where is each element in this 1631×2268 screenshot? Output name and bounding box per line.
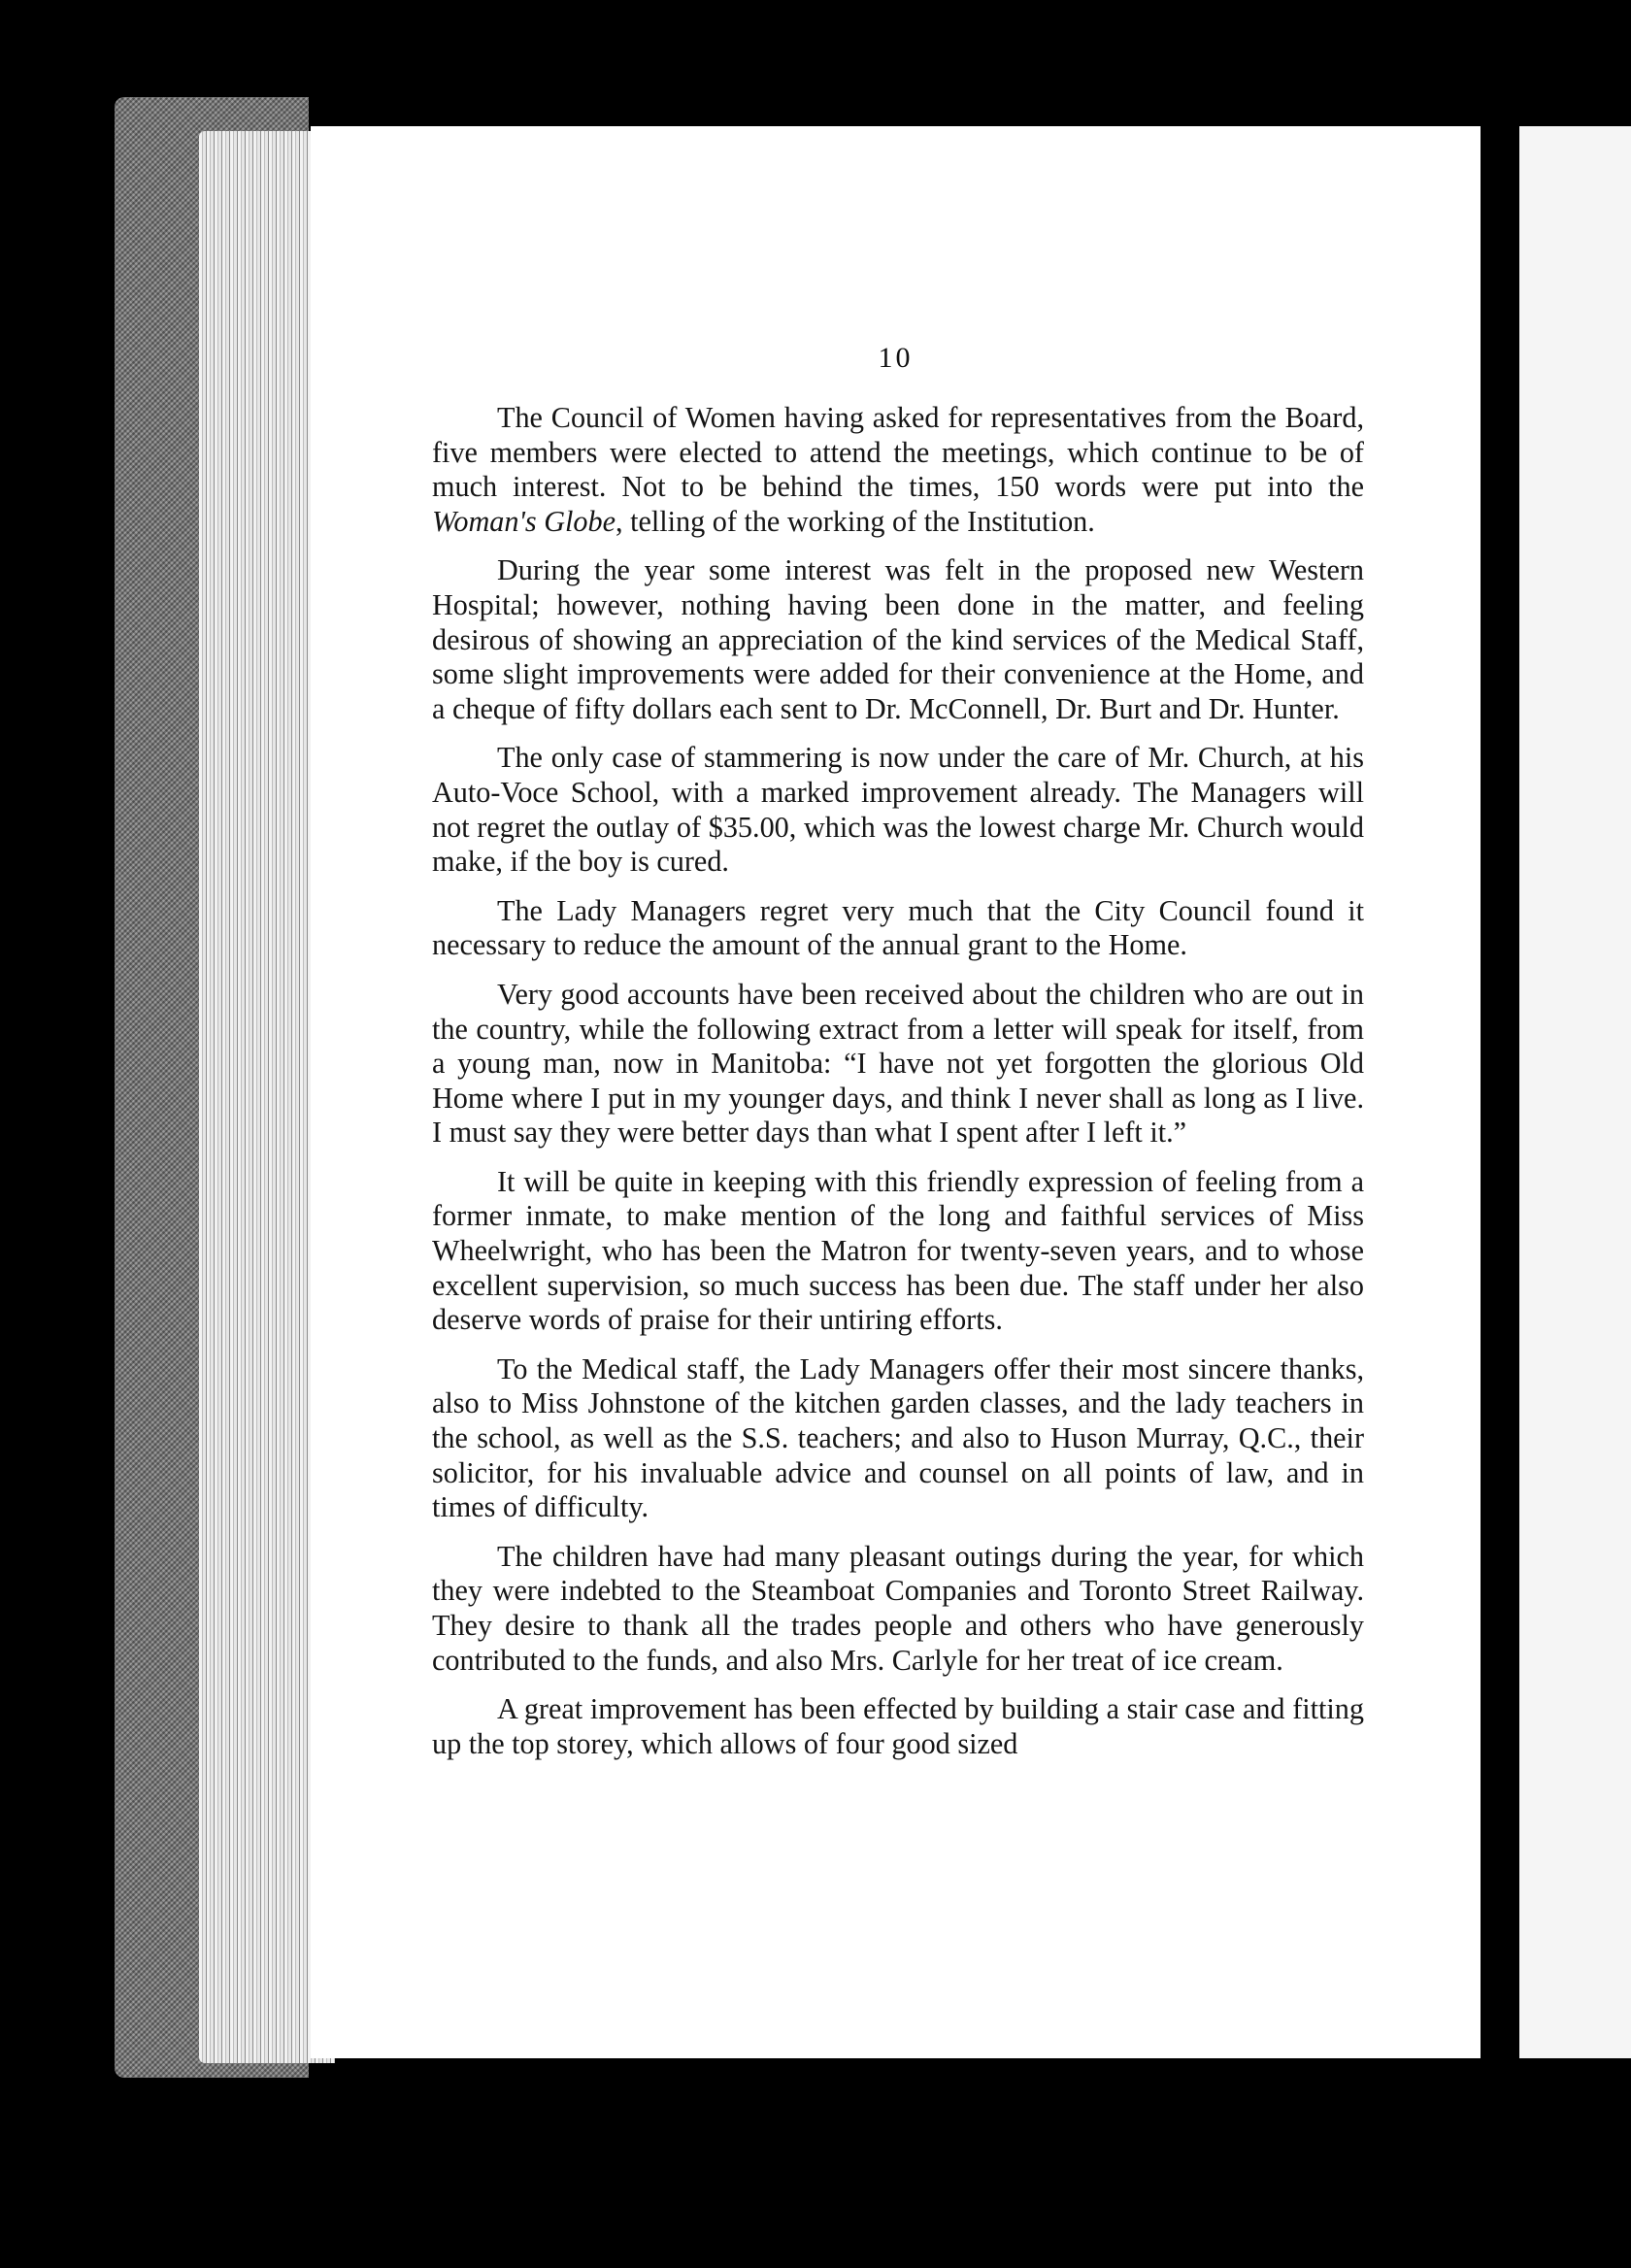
paragraph-2: During the year some interest was felt in the proposed new Western Hospital; however, nothing having been done in the matter, and feeling desirous of showing an appreciation of the kind services of the Medical Staff, some slight improvements were added for their convenience at the Home, and a cheque of fifty dollars each sent to Dr. McConnell, Dr. Burt and Dr. Hunter.: [432, 553, 1364, 725]
paragraph-5: Very good accounts have been received about the children who are out in the country, while the following extract from a letter will speak for itself, from a young man, now in Manitoba: “I have not yet forgotten the glorious Old Home where I put in my younger days, and think I never shall as long as I live. I must say they were better days than what I spent after I left it.”: [432, 977, 1364, 1150]
page-number: 10: [878, 342, 914, 374]
paragraph-9: A great improvement has been effected by building a stair case and fitting up the top storey, which allows of four good sized: [432, 1692, 1364, 1760]
facing-page-edge: [1519, 126, 1631, 2058]
paragraph-4: The Lady Managers regret very much that the City Council found it necessary to reduce the amount of the annual grant to the Home.: [432, 893, 1364, 962]
book-page: [311, 126, 1481, 2058]
paragraph-1: [432, 401, 1364, 539]
paragraph-8: The children have had many pleasant outings during the year, for which they were indebted to the Steamboat Companies and Toronto Street Railway. They desire to thank all the trades people and others who have generously contributed to the funds, and also Mrs. Carlyle for her treat of ice cream.: [432, 1539, 1364, 1677]
book-gutter: [1481, 97, 1519, 2097]
page-body: [432, 401, 1364, 1776]
paragraph-1-after: , telling of the working of the Institution.: [615, 504, 1095, 538]
paragraph-3: The only case of stammering is now under the care of Mr. Church, at his Auto-Voce School, with a marked improvement already. The Managers will not regret the outlay of $35.00, which was the lowest charge Mr. Church would make, if the boy is cured.: [432, 741, 1364, 879]
paragraph-7: To the Medical staff, the Lady Managers offer their most sincere thanks, also to Miss Johnstone of the kitchen garden classes, and the lady teachers in the school, as well as the S.S. teachers; and also to Huson Murray, Q.C., their solicitor, for his invaluable advice and counsel on all points of law, and in times of difficulty.: [432, 1351, 1364, 1524]
paragraph-1-before: The Council of Women having asked for representatives from the Board, five members were elected to attend the meetings, which continue to be of much interest. Not to be behind the times, 150 words were put into the: [432, 401, 1364, 504]
paragraph-1-italic: Woman's Globe: [432, 504, 616, 538]
paragraph-6: It will be quite in keeping with this friendly expression of feeling from a former inmate, to make mention of the long and faithful services of Miss Wheelwright, who has been the Matron for twenty-seven years, and to whose excellent supervision, so much success has been due. The staff under her also deserve words of praise for their untiring efforts.: [432, 1164, 1364, 1337]
